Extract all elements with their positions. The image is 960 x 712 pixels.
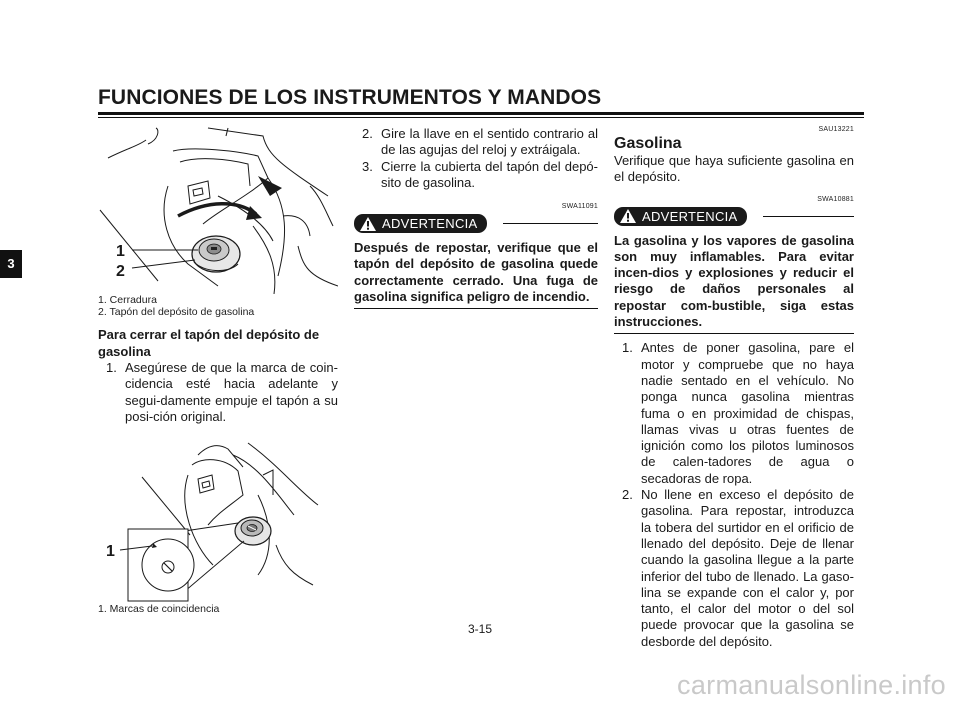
section-subheading: Para cerrar el tapón del depósito de gasolina (98, 327, 320, 359)
step-number: 2. (362, 126, 373, 141)
step-number: 3. (362, 158, 373, 174)
warning-rule (763, 216, 854, 217)
step-text: Antes de poner gasolina, pare el motor y compruebe que no haya nadie sentado en el vehículo. No ponga nunca gasolina mientras fuma o en proximidad de chispas, llamas vivas u otras fuentes de ignición como los pilotos luminosos de calen-tadores de agua o secadoras de ropa. (641, 340, 854, 486)
figure-alignment-marks (98, 435, 338, 603)
page-header (98, 86, 864, 118)
step-number: 1. (106, 360, 117, 375)
warning-text: Después de repostar, verifique que el tapón del depósito de gasolina quede correctamente cerrado. Una fuga de gasolina significa peligro de incendio. (354, 240, 598, 305)
section-title: Gasolina (614, 135, 682, 152)
figure1-caption-2: 2. Tapón del depósito de gasolina (98, 306, 255, 318)
instruction-list-continued (354, 126, 598, 191)
list-item (354, 126, 598, 159)
header-rule-thin (98, 117, 864, 118)
list-item (98, 360, 338, 425)
figure1-callout-1: 1 (116, 243, 125, 260)
warning-triangle-icon (360, 217, 376, 231)
section-code: SAU13221 (818, 126, 854, 133)
warning-label: ADVERTENCIA (382, 216, 478, 232)
list-item (614, 340, 854, 487)
intro-paragraph: Verifique que haya suficiente gasolina en el depósito. (614, 153, 854, 185)
page-title: FUNCIONES DE LOS INSTRUMENTOS Y MANDOS (98, 86, 602, 109)
page-number: 3-15 (467, 622, 493, 636)
warning-label: ADVERTENCIA (642, 208, 738, 224)
figure-fuel-cap-lock (98, 126, 338, 294)
figure1-caption-1: 1. Cerradura (98, 294, 157, 306)
step-number: 2. (622, 487, 633, 503)
warning-triangle-icon (620, 209, 636, 223)
step-number: 1. (622, 340, 633, 356)
column-left (98, 126, 338, 615)
step-text: Cierre la cubierta del tapón del depó-sito de gasolina. (381, 158, 598, 190)
warning-code: SWA10881 (817, 195, 854, 203)
warning-end-rule (354, 308, 598, 309)
warning-code: SWA11091 (561, 203, 598, 211)
column-right (614, 126, 854, 650)
figure2-caption: 1. Marcas de coincidencia (98, 603, 220, 616)
figure1-callout-2: 2 (116, 263, 125, 280)
step-text: No llene en exceso el depósito de gasolina. Para repostar, introduzca la tobera del surtidor en el orificio de llenado del depósito. Deje de llenar cuando la gasolina llegue a la parte inferior del tubo de llenado. La gaso-lina se expande con el calor y, por tanto, el calor del motor o del sol puede provocar que la gasolina se desborde del depósito. (641, 487, 854, 649)
watermark: carmanualsonline.info (677, 670, 946, 700)
warning-header (614, 207, 854, 226)
warning-end-rule (614, 333, 854, 334)
warning-rule (503, 223, 598, 224)
warning-badge (614, 207, 747, 226)
header-rule (98, 112, 864, 115)
step-text: Gire la llave en el sentido contrario al de las agujas del reloj y extráigala. (381, 126, 598, 158)
instruction-list (98, 360, 338, 425)
figure2-callout-1: 1 (106, 543, 115, 561)
warning-text: La gasolina y los vapores de gasolina son muy inflamables. Para evitar incen-dios y explosiones y reducir el riesgo de daños personales al repostar com-bustible, siga estas instrucciones. (614, 232, 854, 330)
chapter-tab: 3 (0, 250, 22, 278)
column-middle (354, 126, 598, 309)
warning-header (354, 214, 598, 233)
safety-instruction-list (614, 340, 854, 650)
list-item (354, 159, 598, 192)
step-text: Asegúrese de que la marca de coin-cidencia esté hacia adelante y segui-damente empuje el tapón a su posi-ción original. (125, 360, 338, 424)
warning-badge (354, 214, 487, 233)
